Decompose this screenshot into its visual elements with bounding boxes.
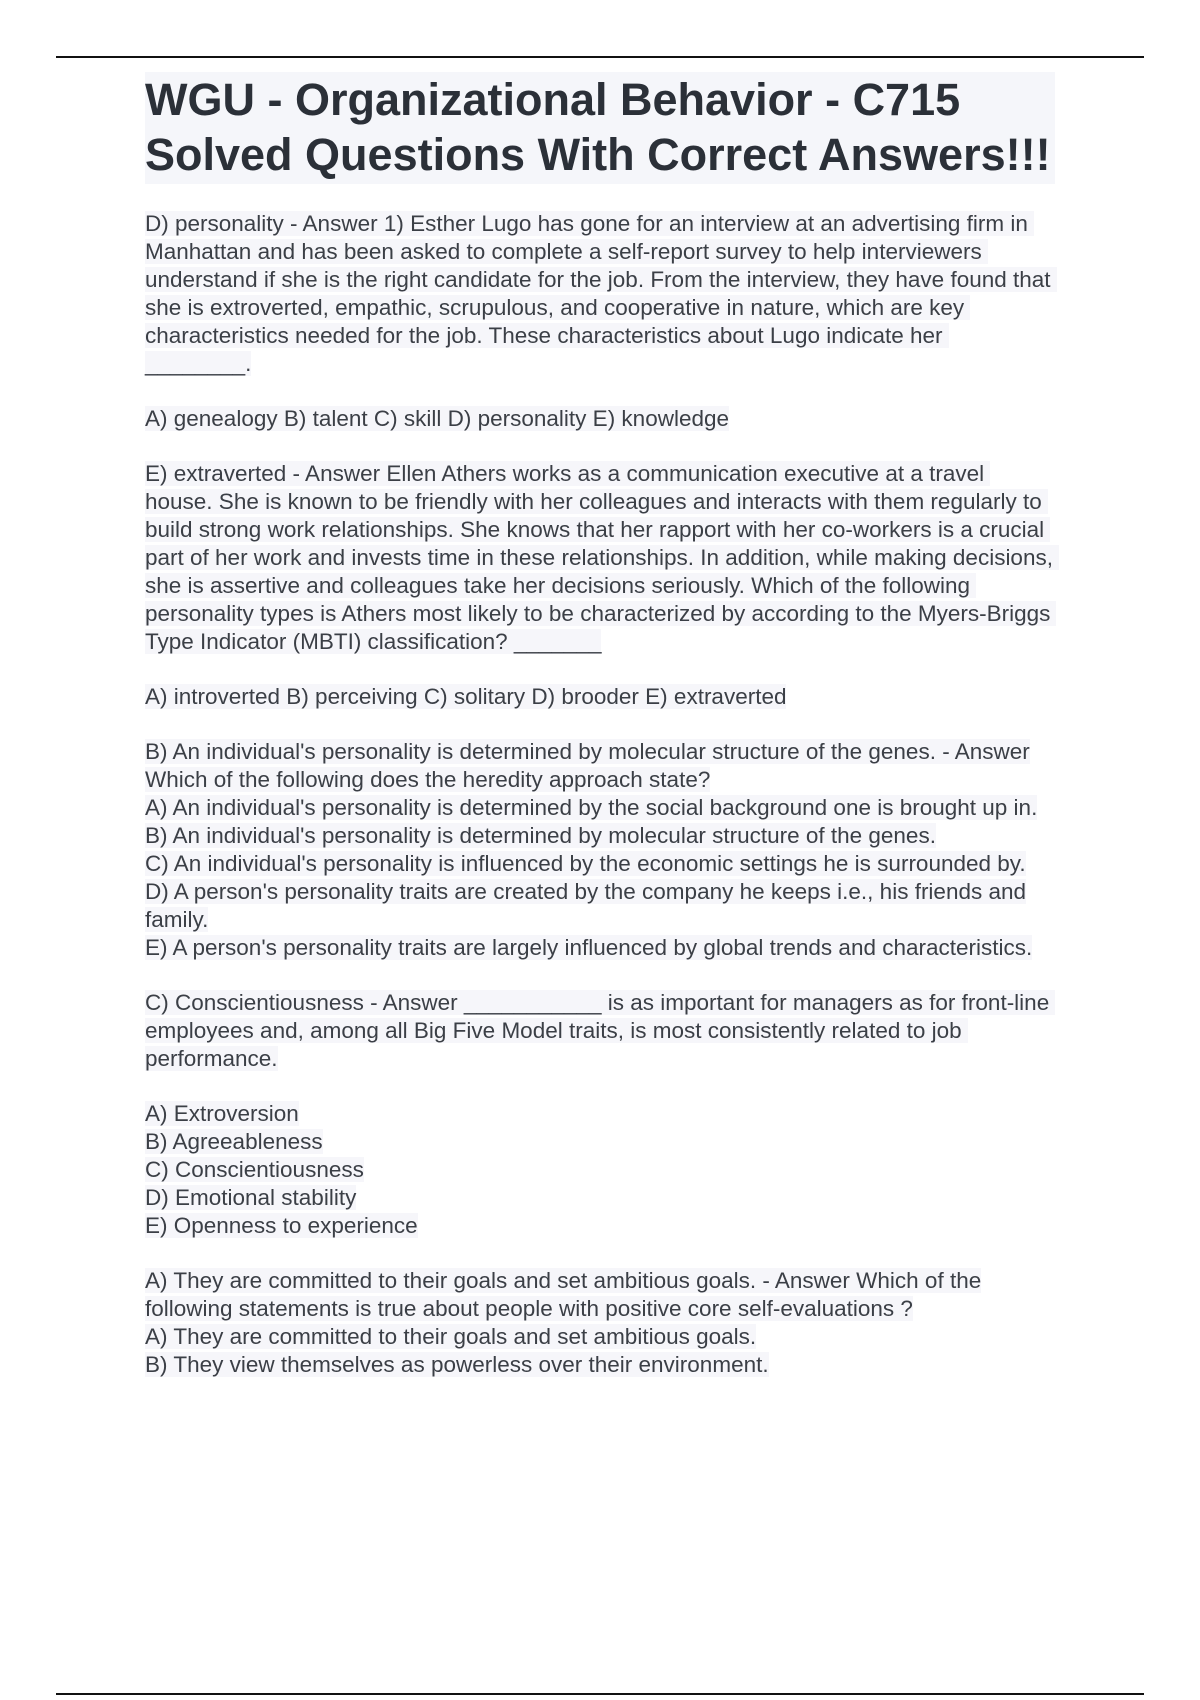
question-block-heredity: [145, 738, 1055, 962]
top-rule: [56, 56, 1144, 58]
list-item: A) They are committed to their goals and set ambitious goals.: [145, 1324, 757, 1349]
list-item: B) They view themselves as powerless over their environment.: [145, 1352, 769, 1377]
question-block-2: [145, 460, 1060, 656]
list-item: C) An individual's personality is influenced by the economic settings he is surrounded by.: [145, 851, 1026, 876]
question-block-core-self: [145, 1267, 1055, 1379]
list-item: B) An individual's personality is determined by molecular structure of the genes. - Answer Which of the following does the heredity approach state?: [145, 739, 1030, 792]
question-text: D) personality - Answer 1) Esther Lugo has gone for an interview at an advertising firm in Manhattan and has been asked to complete a self-report survey to help interviewers understand if she is the right candidate for the job. From the interview, they have found that she is extroverted, empathic, scrupulous, and cooperative in nature, which are key characteristics needed for the job. These characteristics about Lugo indicate her ________.: [145, 211, 1057, 376]
question-block-1: [145, 210, 1055, 378]
options-text: A) genealogy B) talent C) skill D) personality E) knowledge: [145, 406, 730, 431]
list-item: A) An individual's personality is determined by the social background one is brought up in.: [145, 795, 1038, 820]
bottom-rule: [56, 1693, 1144, 1695]
question-block-conscientiousness: [145, 989, 1055, 1073]
list-item: B) Agreeableness: [145, 1129, 323, 1154]
list-item: D) A person's personality traits are created by the company he keeps i.e., his friends and family.: [145, 879, 1027, 932]
question-text: E) extraverted - Answer Ellen Athers works as a communication executive at a travel house. She is known to be friendly with her colleagues and interacts with them regularly to build strong work relationships. She knows that her rapport with her co-workers is a crucial part of her work and invests time in these relationships. In addition, while making decisions, she is assertive and colleagues take her decisions seriously. Which of the following personality types is Athers most likely to be characterized by according to the Myers-Briggs Type Indicator (MBTI) classification? _______: [145, 461, 1060, 654]
question-text: C) Conscientiousness - Answer ___________ is as important for managers as for front-line employees and, among all Big Five Model traits, is most consistently related to job performance.: [145, 990, 1056, 1071]
answer-options-2: [145, 683, 1055, 711]
options-text: A) introverted B) perceiving C) solitary D) brooder E) extraverted: [145, 684, 787, 709]
list-item: D) Emotional stability: [145, 1185, 357, 1210]
list-item: A) They are committed to their goals and set ambitious goals. - Answer Which of the following statements is true about people with positive core self-evaluations ?: [145, 1268, 982, 1321]
list-item: E) A person's personality traits are largely influenced by global trends and characteristics.: [145, 935, 1033, 960]
list-item: C) Conscientiousness: [145, 1157, 364, 1182]
list-item: B) An individual's personality is determined by molecular structure of the genes.: [145, 823, 936, 848]
list-item: A) Extroversion: [145, 1101, 299, 1126]
document-title: WGU - Organizational Behavior - C715 Solved Questions With Correct Answers!!!: [145, 72, 1055, 184]
answer-options-1: [145, 405, 1055, 433]
answer-options-conscientiousness: [145, 1100, 1055, 1240]
list-item: E) Openness to experience: [145, 1213, 418, 1238]
document-body: [145, 72, 1060, 1406]
